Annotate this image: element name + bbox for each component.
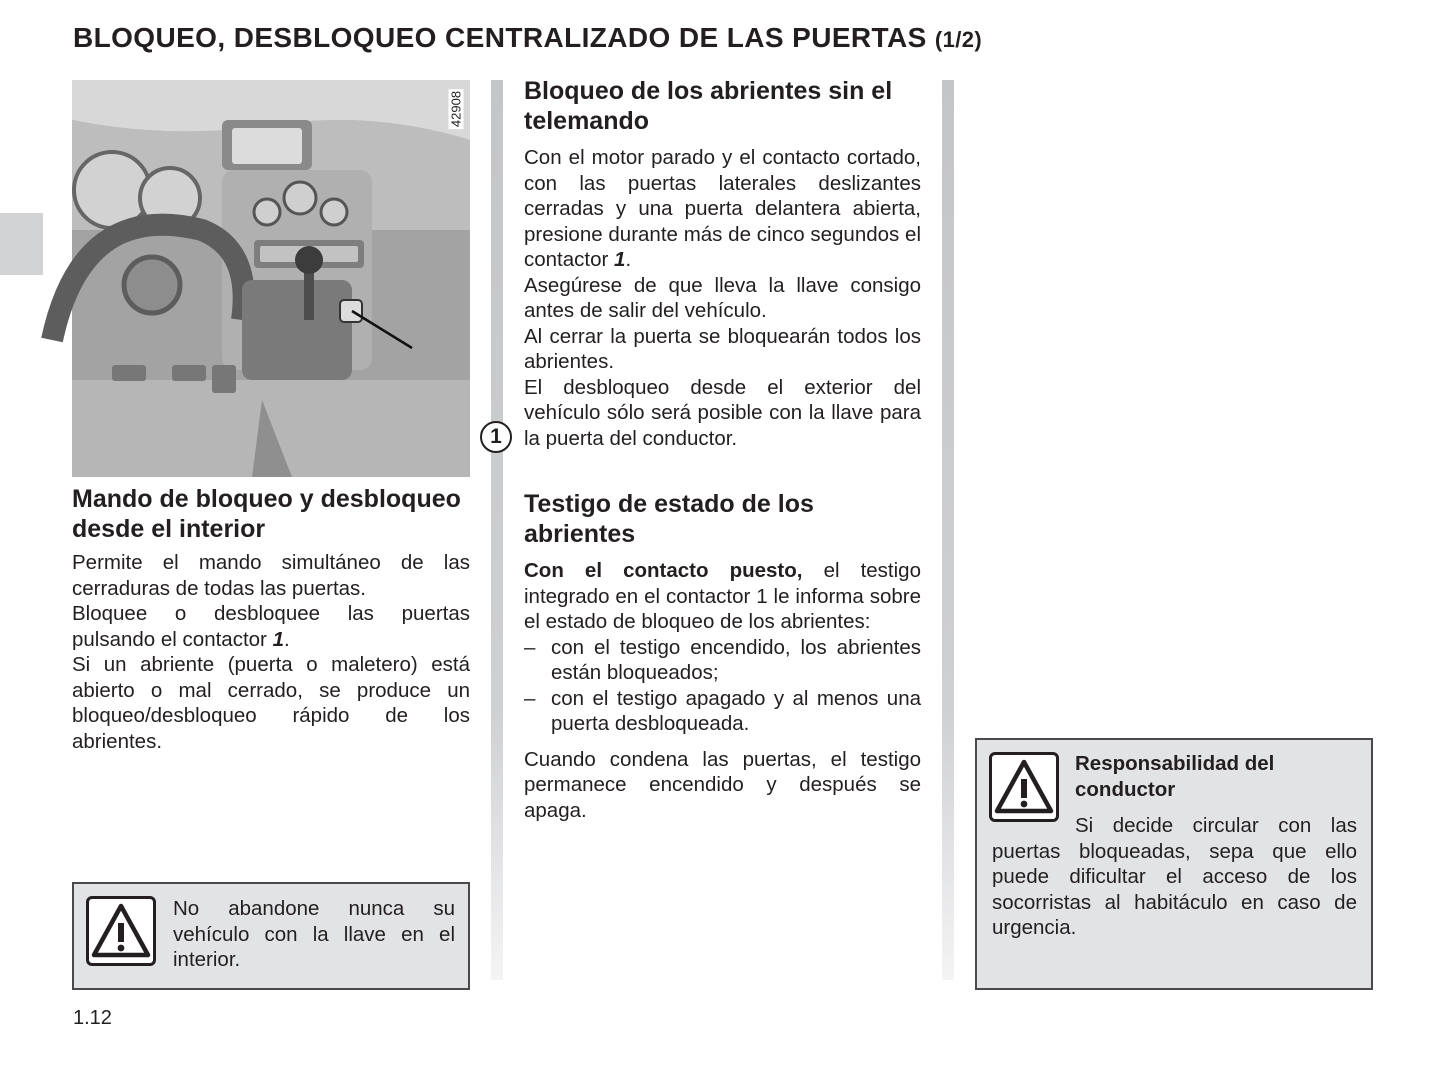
- callout-1: 1: [480, 421, 512, 453]
- title-page-part: (1/2): [934, 27, 983, 52]
- left-column: [72, 484, 470, 754]
- title-text: BLOQUEO, DESBLOQUEO CENTRALIZADO DE LAS PUERTAS: [73, 22, 927, 53]
- section2-closing: Cuando condena las puertas, el testigo permanece encendido y después se apaga.: [524, 747, 921, 822]
- section1-heading: Bloqueo de los abrientes sin el telemando: [524, 77, 893, 135]
- warning-right-text: Si decide circular con las puertas bloqueadas, sepa que ello puede dificultar el acceso de los socorristas al habitáculo en caso de urgencia.: [992, 814, 1357, 939]
- bullet-item-2: – con el testigo apagado y al menos una puerta desbloqueada.: [524, 686, 921, 735]
- section2-intro-bold: Con el contacto puesto,: [524, 559, 803, 582]
- section1-paragraph-2: Asegúrese de que lleva la llave consigo antes de salir del vehículo.: [524, 273, 921, 322]
- section1-paragraph-4: El desbloqueo desde el exterior del vehículo sólo será posible con la llave para la puerta del conductor.: [524, 375, 921, 450]
- bullet-text-1: con el testigo encendido, los abrientes están bloqueados;: [551, 635, 921, 684]
- warning-left-text: No abandone nunca su vehículo con la llave en el interior.: [173, 897, 455, 971]
- warning-triangle-icon: [989, 752, 1059, 822]
- bullet-item-1: – con el testigo encendido, los abrientes están bloqueados;: [524, 635, 921, 684]
- section2-heading: Testigo de estado de los abrientes: [524, 490, 814, 548]
- page-number: 1.12: [73, 1007, 112, 1029]
- car-interior-dashboard-illustration: [72, 80, 470, 477]
- middle-column: [524, 76, 921, 823]
- left-paragraph-2: Bloquee o desbloquee las puertas pulsando el contactor 1.: [72, 602, 470, 651]
- left-heading: Mando de bloqueo y desbloqueo desde el interior: [72, 485, 461, 543]
- chapter-tab: [0, 213, 43, 275]
- bullet-text-2: con el testigo apagado y al menos una puerta desbloqueada.: [551, 686, 921, 735]
- warning-right-title: Responsabilidad del conductor: [1075, 752, 1275, 801]
- dashboard-figure: [72, 80, 502, 477]
- page-title: [73, 22, 982, 54]
- warning-triangle-icon: [86, 896, 156, 966]
- section1-paragraph-3: Al cerrar la puerta se bloquearán todos los abrientes.: [524, 324, 921, 373]
- left-paragraph-1: Permite el mando simultáneo de las cerraduras de todas las puertas.: [72, 551, 470, 600]
- section2-intro-text: el testigo integrado en el contactor 1 le informa sobre el estado de bloqueo de los abrientes:: [524, 559, 921, 633]
- column-divider-left: [491, 80, 503, 980]
- section1-paragraph-1: Con el motor parado y el contacto cortado, con las puertas laterales deslizantes cerradas y una puerta delantera abierta, presione durante más de cinco segundos el contactor 1.: [524, 146, 921, 271]
- section2-intro: [524, 558, 921, 635]
- left-paragraph-3: Si un abriente (puerta o maletero) está abierto o mal cerrado, se produce un bloqueo/desbloqueo rápido de los abrientes.: [72, 653, 470, 753]
- warning-box-right: [975, 738, 1373, 990]
- column-divider-right: [942, 80, 954, 980]
- figure-code-label: 42908: [448, 90, 464, 128]
- warning-box-left: [72, 882, 470, 990]
